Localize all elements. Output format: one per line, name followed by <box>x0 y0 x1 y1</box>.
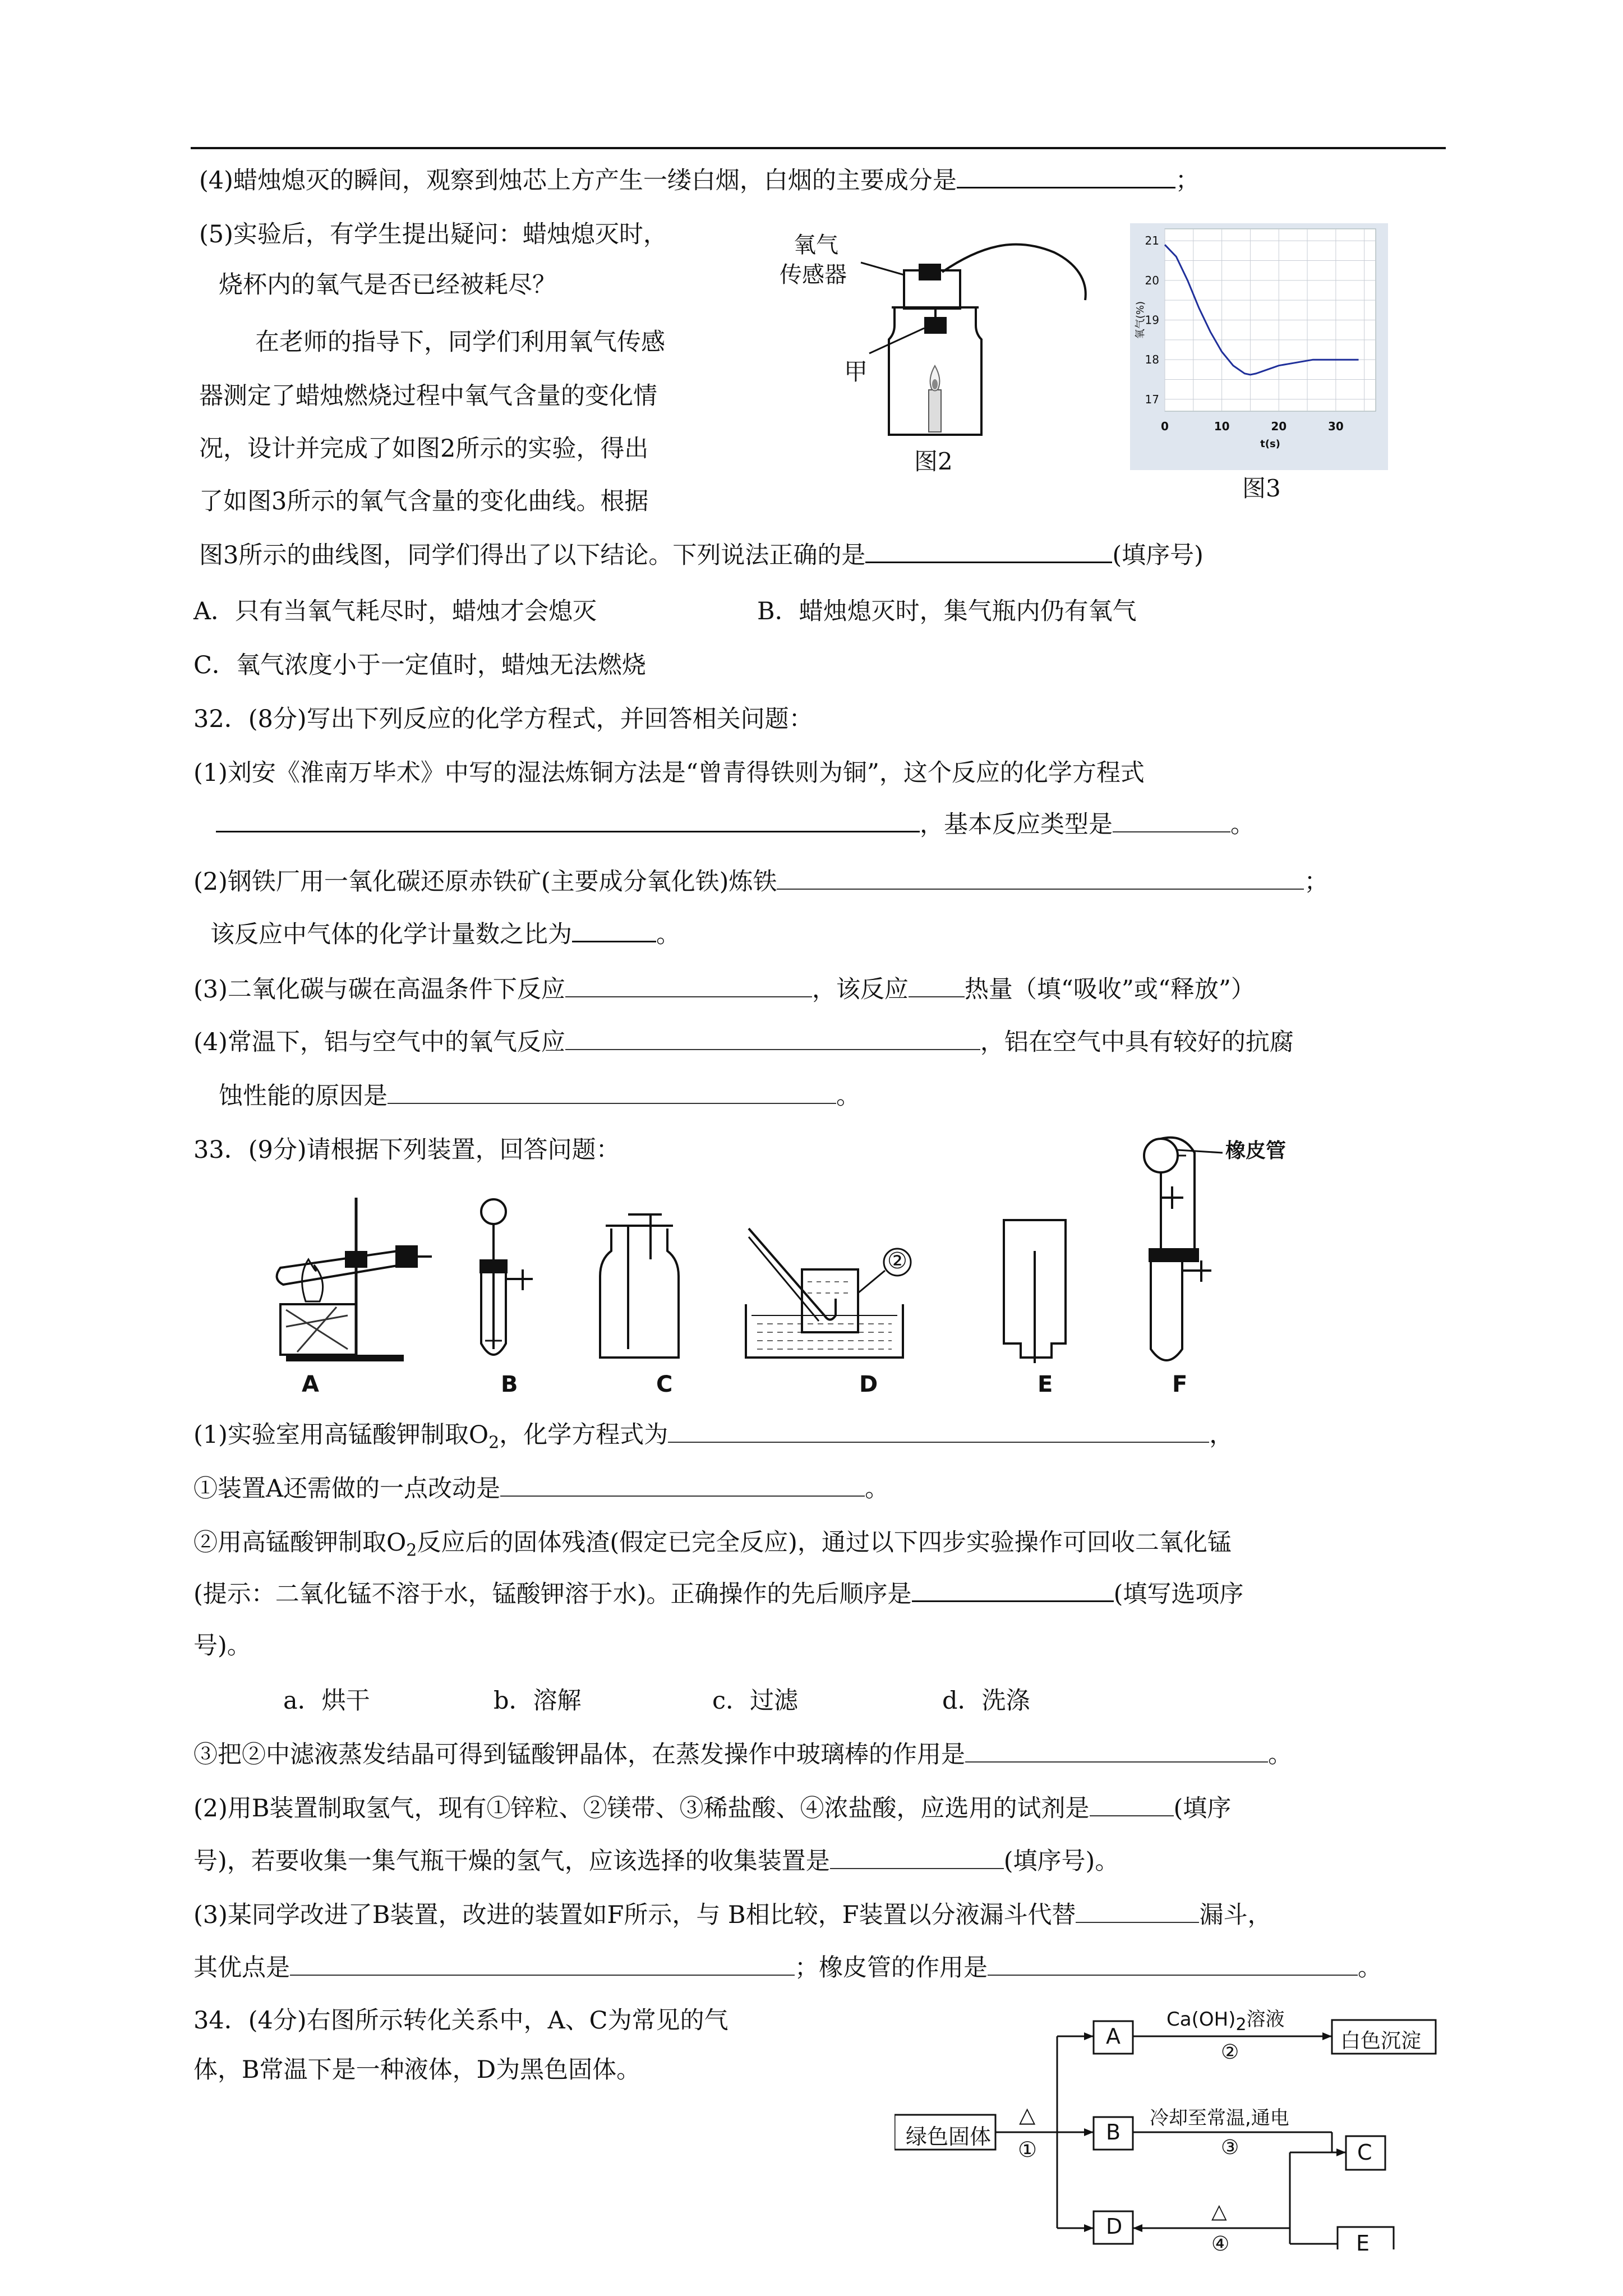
q34-line2: 体，B常温下是一种液体，D为黑色固体。 <box>193 2056 641 2084</box>
header-rule <box>191 147 1446 149</box>
q33-sub2-line2: (提示：二氧化锰不溶于水，锰酸钾溶于水)。正确操作的先后顺序是 (填写选项序 <box>193 1577 1243 1611</box>
q33-sub2-line1: ②用高锰酸钾制取$O_2$反应后的固体残渣(假定已完全反应)，通过以下四步实验操作可回收二氧化锰 <box>193 1529 1232 1561</box>
y-tick-label: 17 <box>1145 392 1159 406</box>
q32-item2-line1: (2)钢铁厂用一氧化碳还原赤铁矿(主要成分氧化铁)炼铁 ； <box>193 865 1328 899</box>
label-sensor: 传感器 <box>780 262 847 288</box>
answer-blank[interactable] <box>865 539 1112 563</box>
answer-blank[interactable] <box>777 866 1304 890</box>
apparatus-b <box>479 1199 533 1355</box>
answer-blank[interactable] <box>912 1578 1114 1602</box>
q33-item3-line1: (3)某同学改进了B装置，改进的装置如F所示，与 B相比较，F装置以分液漏斗代替 漏斗， <box>193 1898 1271 1932</box>
label-rubber-tube: 橡皮管 <box>1225 1139 1287 1162</box>
step-3: ③ <box>1221 2136 1239 2159</box>
q32-item3: (3)二氧化碳与碳在高温条件下反应 ，该反应 热量（填“吸收”或“释放”） <box>193 973 1255 1006</box>
q31-option-b: B．蜡烛熄灭时，集气瓶内仍有氧气 <box>757 597 1137 625</box>
q33-item2-line1: (2)用B装置制取氢气，现有①锌粒、②镁带、③稀盐酸、④浓盐酸，应选用的试剂是 (填序 <box>193 1792 1231 1825</box>
q31-item5-line7: 图3所示的曲线图，同学们得出了以下结论。下列说法正确的是 (填序号) <box>199 539 1204 572</box>
q32-heading: 32．(8分)写出下列反应的化学方程式，并回答相关问题： <box>193 705 813 733</box>
x-tick-label: 10 <box>1214 420 1230 433</box>
x-tick-label: 30 <box>1327 420 1344 433</box>
answer-blank[interactable] <box>965 1739 1268 1763</box>
label-circle-2: ② <box>887 1248 907 1274</box>
answer-blank[interactable] <box>830 1846 1004 1869</box>
q31-item5-line6: 了如图3所示的氧气含量的变化曲线。根据 <box>199 487 649 516</box>
delta-1: △ <box>1019 2102 1036 2127</box>
q32-item4-line2: 蚀性能的原因是 。 <box>219 1079 860 1113</box>
q31-item5-line5: 况，设计并完成了如图2所示的实验，得出 <box>199 435 649 463</box>
label-jia: 甲 <box>844 358 868 385</box>
figure-2-caption: 图2 <box>914 448 953 475</box>
answer-blank[interactable] <box>668 1419 1209 1443</box>
y-axis-label: 氧气(%) <box>1135 301 1146 339</box>
apparatus-c <box>600 1214 679 1358</box>
q33-op-b: b．溶解 <box>494 1687 582 1715</box>
answer-blank[interactable] <box>290 1952 795 1976</box>
answer-blank[interactable] <box>572 918 656 942</box>
answer-blank[interactable] <box>500 1473 865 1497</box>
answer-blank[interactable] <box>1113 809 1230 832</box>
q33-item1: (1)实验室用高锰酸钾制取$O_2$，化学方程式为 ， <box>193 1418 1233 1460</box>
q31-item5-line1: (5)实验后，有学生提出疑问：蜡烛熄灭时， <box>199 220 667 249</box>
apparatus-e <box>1004 1220 1066 1363</box>
q34-line1: 34．(4分)右图所示转化关系中，A、C为常见的气 <box>193 2007 728 2035</box>
answer-blank[interactable] <box>957 164 1175 188</box>
x-axis-label: t(s) <box>1260 438 1280 450</box>
box-c: C <box>1357 2140 1372 2165</box>
y-tick-label: 20 <box>1145 273 1159 287</box>
box-green-solid: 绿色固体 <box>906 2124 992 2149</box>
q31-item5-line3: 在老师的指导下，同学们利用氧气传感 <box>255 328 665 356</box>
q33-op-c: c．过滤 <box>712 1687 799 1715</box>
apparatus-f <box>1144 1138 1223 1360</box>
q33-sub1: ①装置A还需做的一点改动是 。 <box>193 1472 889 1506</box>
oxygen-curve-chart <box>1130 223 1388 470</box>
apparatus-label-a: A <box>302 1372 319 1397</box>
q33-heading: 33．(9分)请根据下列装置，回答问题： <box>193 1136 620 1164</box>
step-2: ② <box>1221 2041 1239 2064</box>
answer-blank[interactable] <box>909 974 965 997</box>
condition-cool-electrolysis: 冷却至常温,通电 <box>1150 2107 1289 2129</box>
apparatus-a <box>277 1198 432 1361</box>
box-b: B <box>1106 2120 1121 2145</box>
q33-sub3: ③把②中滤液蒸发结晶可得到锰酸钾晶体，在蒸发操作中玻璃棒的作用是 。 <box>193 1738 1292 1772</box>
figure-3-chart <box>1130 223 1388 515</box>
q31-option-c: C．氧气浓度小于一定值时，蜡烛无法燃烧 <box>193 651 646 679</box>
q31-item5-line2: 烧杯内的氧气是否已经被耗尽？ <box>219 271 556 299</box>
figure-2-apparatus <box>774 219 1110 482</box>
apparatus-label-f: F <box>1172 1372 1188 1397</box>
box-a: A <box>1106 2024 1121 2049</box>
q33-item2-line2: 号)，若要收集一集气瓶干燥的氢气，应该选择的收集装置是 (填序号)。 <box>193 1844 1119 1878</box>
q32-item2-line2: 该反应中气体的化学计量数之比为 。 <box>210 918 680 951</box>
y-tick-label: 21 <box>1145 234 1159 248</box>
answer-blank[interactable] <box>565 1027 980 1050</box>
apparatus-label-e: E <box>1038 1372 1053 1397</box>
apparatus-label-c: C <box>656 1372 673 1397</box>
q33-op-d: d．洗涤 <box>942 1687 1030 1715</box>
q33-op-a: a．烘干 <box>283 1687 370 1715</box>
step-1: ① <box>1018 2137 1038 2162</box>
q33-apparatus-figure <box>264 1130 1441 1411</box>
figure-3-caption: 图3 <box>1242 475 1281 502</box>
x-tick-label: 0 <box>1161 420 1169 433</box>
q34-transformation-diagram <box>895 1980 1455 2256</box>
q33-item3-line2: 其优点是 ；橡皮管的作用是 。 <box>193 1951 1382 1985</box>
label-oxygen: 氧气 <box>794 232 838 258</box>
delta-4: △ <box>1211 2200 1227 2223</box>
answer-blank[interactable] <box>565 974 812 997</box>
q32-item1-line2: ，基本反应类型是 。 <box>193 808 1255 841</box>
q31-item5-line4: 器测定了蜡烛燃烧过程中氧气含量的变化情 <box>199 382 657 410</box>
apparatus-label-d: D <box>859 1372 878 1397</box>
answer-blank[interactable] <box>1076 1899 1199 1923</box>
x-tick-label: 20 <box>1271 420 1287 433</box>
q31-item4: (4)蜡烛熄灭的瞬间，观察到烛芯上方产生一缕白烟，白烟的主要成分是 ； <box>199 164 1200 197</box>
answer-blank[interactable] <box>1090 1793 1174 1816</box>
answer-blank[interactable] <box>988 1952 1358 1976</box>
step-4: ④ <box>1211 2233 1230 2256</box>
box-e: E <box>1356 2231 1370 2256</box>
q31-option-a: A．只有当氧气耗尽时，蜡烛才会熄灭 <box>193 597 597 625</box>
apparatus-label-b: B <box>501 1372 518 1397</box>
y-tick-label: 18 <box>1145 353 1159 367</box>
answer-blank[interactable] <box>388 1080 836 1104</box>
answer-blank[interactable] <box>216 808 920 832</box>
reagent-caoh2: $Ca(OH)_2$溶液 <box>1166 2008 1285 2035</box>
apparatus-d <box>746 1228 911 1358</box>
q32-item1-line1: (1)刘安《淮南万毕术》中写的湿法炼铜方法是“曾青得铁则为铜”，这个反应的化学方程式 <box>193 759 1145 787</box>
q33-sub2-line3: 号)。 <box>193 1632 251 1660</box>
box-white-precipitate: 白色沉淀 <box>1340 2030 1422 2053</box>
box-d: D <box>1106 2214 1123 2239</box>
y-tick-label: 19 <box>1145 313 1159 327</box>
q32-item4-line1: (4)常温下，铝与空气中的氧气反应 ，铝在空气中具有较好的抗腐 <box>193 1025 1294 1059</box>
